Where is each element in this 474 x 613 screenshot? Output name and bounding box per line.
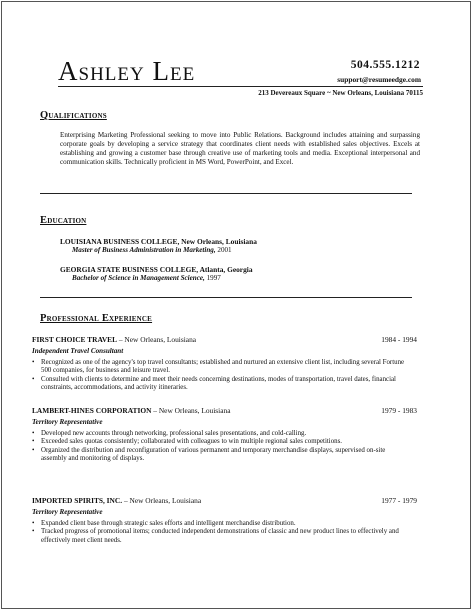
job-dates: 1984 - 1994 [381, 335, 417, 344]
job-title: Territory Representative [32, 508, 103, 516]
qualifications-heading-text: Qualifications [40, 110, 107, 121]
bullet-icon: • [32, 375, 35, 383]
degree [72, 246, 232, 254]
company-name: IMPORTED SPIRITS, INC. [32, 496, 123, 505]
list-item [32, 376, 412, 393]
experience-heading [40, 313, 152, 324]
job-header [32, 406, 417, 415]
job-bullets [32, 430, 412, 464]
school-name: LOUISIANA BUSINESS COLLEGE, New Orleans, Louisiana [60, 237, 257, 246]
list-item [32, 447, 412, 464]
qualifications-heading [40, 110, 107, 121]
degree-title: Master of Business Administration in Marketing, [72, 246, 216, 254]
degree [72, 274, 221, 282]
phone-number: 504.555.1212 [350, 59, 420, 71]
list-item [32, 359, 412, 376]
bullet-icon: • [32, 438, 35, 446]
bullet-text: Recognized as one of the agency's top travel consultants; established and nurtured an extensive client list, including several Fortune 500 companies, for business and leisure travel. [41, 359, 405, 375]
resume-page [1, 1, 471, 609]
job-location: – New Orleans, Louisiana [117, 335, 197, 344]
company-name: FIRST CHOICE TRAVEL [32, 335, 118, 344]
job-header [32, 496, 417, 505]
qualifications-summary: Enterprising Marketing Professional seeking to move into Public Relations. Background includes attaining and surpassing corporate goals by developing a service strategy that coordinates client needs with established sales objectives. Excels at establishing and growing a customer base through creative use of marketing tools and media. Exceptional interpersonal and communication skills. Technically proficient in MS Word, PowerPoint, and Excel. [60, 131, 420, 166]
job-location: – New Orleans, Louisiana [122, 496, 202, 505]
bullet-text: Organized the distribution and reconfiguration of various permanent and temporary merchandise displays, supervised on-site assembly and monitoring of displays. [41, 446, 386, 463]
bullet-text: Tracked progress of promotional items; conducted independent demonstrations of classic and new product lines to effectively and effectively meet client needs. [41, 528, 399, 544]
applicant-name: Ashley Lee [58, 56, 196, 86]
bullet-text: Developed new accounts through networking, professional sales presentations, and cold-calling. [41, 430, 307, 437]
bullet-icon: • [32, 528, 35, 536]
education-heading-text: Education [40, 215, 87, 226]
degree-year: 1997 [206, 274, 221, 282]
bullet-text: Exceeded sales quotas consistently; collaborated with colleagues to win multiple regional sales competitions. [41, 438, 343, 446]
bullet-icon: • [32, 520, 35, 527]
degree-title: Bachelor of Science in Management Science, [72, 274, 205, 282]
list-item [32, 430, 412, 438]
job-bullets [32, 359, 412, 393]
section-divider [40, 297, 412, 298]
education-heading [40, 215, 86, 226]
job-dates: 1977 - 1979 [381, 496, 417, 505]
bullet-text: Consulted with clients to determine and meet their needs concerning destinations, modes of transportation, travel dates, financial constraints, accommodations, and activity itineraries. [41, 375, 396, 392]
job-bullets [32, 520, 412, 545]
degree-year: 2001 [217, 246, 232, 254]
email-address: support@resumeedge.com [337, 75, 421, 84]
job-title: Territory Representative [32, 418, 103, 426]
bullet-text: Expanded client base through strategic sales efforts and intelligent merchandise distribution. [41, 520, 296, 527]
section-divider [40, 193, 412, 194]
job-header [32, 335, 417, 344]
list-item [32, 528, 412, 545]
job-title: Independent Travel Consultant [32, 347, 124, 355]
bullet-icon: • [32, 359, 35, 366]
list-item [32, 520, 412, 528]
experience-heading-text: Professional Experience [40, 313, 153, 324]
school-name: GEORGIA STATE BUSINESS COLLEGE, Atlanta, Georgia [60, 265, 253, 274]
street-address: 213 Devereaux Square ~ New Orleans, Louisiana 70115 [258, 89, 423, 97]
company-name: LAMBERT-HINES CORPORATION [32, 406, 152, 415]
header-divider [58, 86, 423, 87]
job-dates: 1979 - 1983 [381, 406, 417, 415]
list-item [32, 438, 412, 446]
bullet-icon: • [32, 446, 35, 454]
bullet-icon: • [32, 430, 35, 437]
job-location: – New Orleans, Louisiana [151, 406, 231, 415]
